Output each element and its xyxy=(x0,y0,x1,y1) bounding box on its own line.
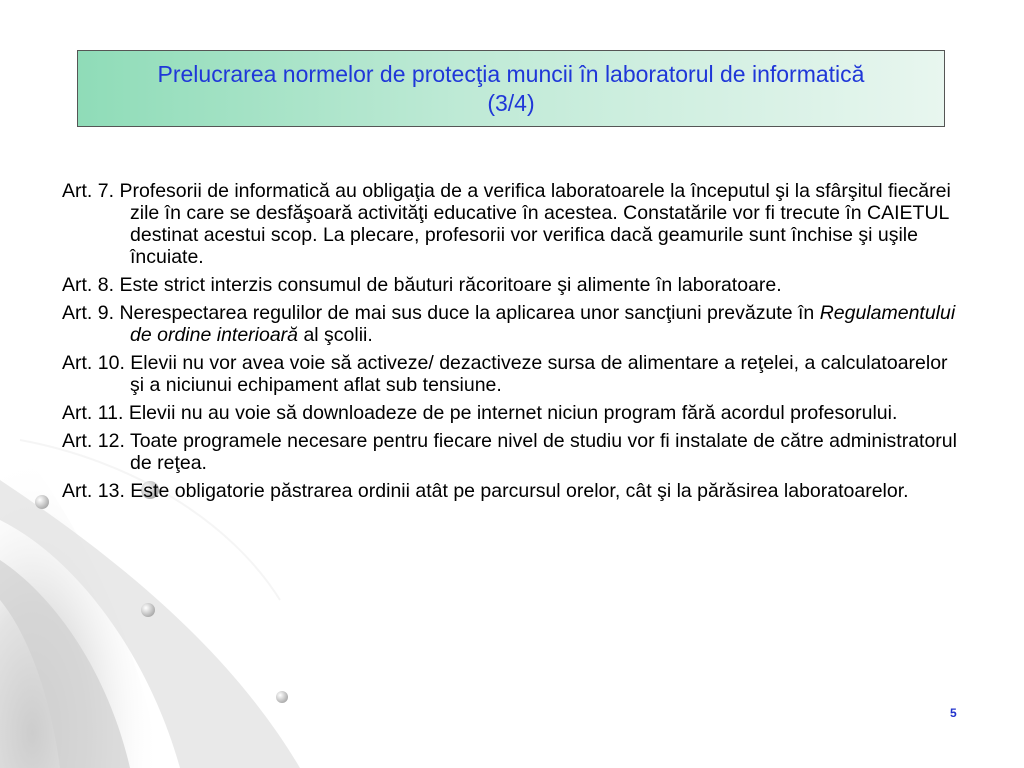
articles-list xyxy=(62,180,957,508)
article-text: Elevii nu vor avea voie să activeze/ dezactiveze sursa de alimentare a reţelei, a calculatoarelor şi a niciunui echipament aflat sub tensiune. xyxy=(130,352,948,396)
article-label: Art. 13. xyxy=(62,480,125,502)
article-7 xyxy=(62,180,957,268)
slide-page-number: 5 xyxy=(950,706,957,720)
article-text-italic: Regulamentului de ordine interioară xyxy=(130,302,956,346)
article-11 xyxy=(62,402,957,424)
decorative-dot-1 xyxy=(35,495,49,509)
article-label: Art. 9. xyxy=(62,302,115,324)
decorative-dot-4 xyxy=(276,691,288,703)
article-text: Este obligatorie păstrarea ordinii atât pe parcursul orelor, cât şi la părăsirea laboratoarelor. xyxy=(130,480,909,502)
article-13 xyxy=(62,480,957,502)
article-8 xyxy=(62,274,957,296)
article-label: Art. 7. xyxy=(62,180,115,202)
article-label: Art. 10. xyxy=(62,352,125,374)
article-label: Art. 12. xyxy=(62,430,125,452)
article-text: Profesorii de informatică au obligaţia de a verifica laboratoarele la începutul şi la sfârşitul fiecărei zile în care se desfăşoară activităţi educative în acestea. Constatările vor fi trecute în CAIETUL destinat acestui scop. La plecare, profesorii vor verifica dacă geamurile sunt închise şi uşile încuiate. xyxy=(119,180,951,268)
article-text: Elevii nu au voie să downloadeze de pe internet niciun program fără acordul profesorului. xyxy=(128,402,898,424)
article-label: Art. 11. xyxy=(62,402,124,424)
article-10 xyxy=(62,352,957,396)
title-box xyxy=(77,50,945,127)
article-12 xyxy=(62,430,957,474)
article-label: Art. 8. xyxy=(62,274,115,296)
article-9 xyxy=(62,302,957,346)
decorative-dot-3 xyxy=(141,603,155,617)
slide-title: Prelucrarea normelor de protecţia muncii în laboratorul de informatică (3/4) xyxy=(157,60,865,116)
article-text: Este strict interzis consumul de băuturi răcoritoare şi alimente în laboratoare. xyxy=(119,274,782,296)
article-text-end: al şcolii. xyxy=(303,324,373,346)
article-text: Toate programele necesare pentru fiecare nivel de studiu vor fi instalate de către administratorul de reţea. xyxy=(129,430,957,474)
article-text: Nerespectarea regulilor de mai sus duce la aplicarea unor sancţiuni prevăzute în xyxy=(119,302,815,324)
